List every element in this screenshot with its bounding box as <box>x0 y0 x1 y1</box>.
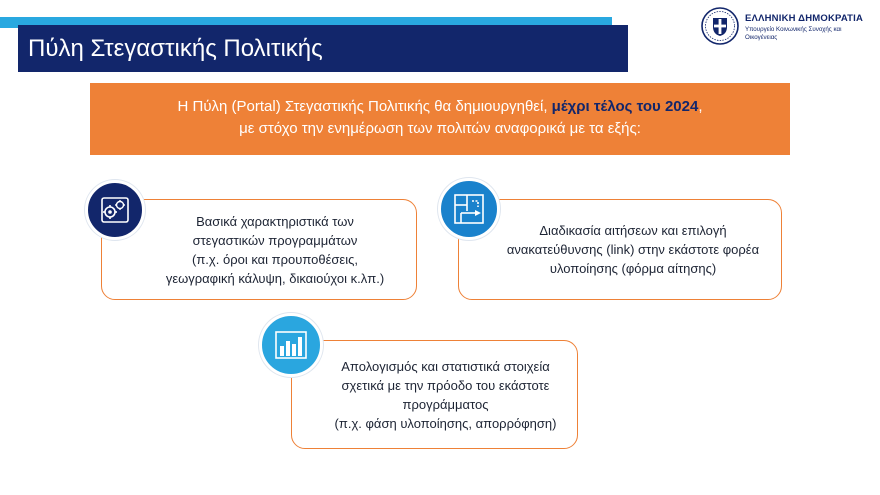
ministry-logo <box>700 6 870 46</box>
card-line: (π.χ. όροι και προυποθέσεις, <box>192 251 358 267</box>
card-line: Απολογισμός και στατιστικά στοιχεία <box>341 358 550 374</box>
gears-icon-badge <box>85 180 145 240</box>
banner-highlight: μέχρι τέλος του 2024 <box>551 98 699 115</box>
page-title-text: Πύλη Στεγαστικής Πολιτικής <box>28 35 323 62</box>
info-card-statistics <box>291 340 578 449</box>
gears-icon <box>88 183 142 237</box>
card-line: προγράμματος <box>402 396 489 412</box>
banner-text-after: , <box>698 98 703 115</box>
card-line: Διαδικασία αιτήσεων και επιλογή <box>539 223 727 238</box>
logo-org-name: ΕΛΛΗΝΙΚΗ ΔΗΜΟΚΡΑΤΙΑ <box>745 13 864 24</box>
banner-text-before: Η Πύλη (Portal) Στεγαστικής Πολιτικής θα δημιουργηθεί, <box>177 98 552 115</box>
card-line: γεωγραφική κάλυψη, δικαιούχοι κ.λπ.) <box>165 270 385 286</box>
info-card-program-features <box>101 199 417 300</box>
process-flow-icon <box>441 181 497 237</box>
logo-ministry-name: Υπουργείο Κοινωνικής Συνοχής και Οικογένειας <box>745 26 842 41</box>
greek-state-seal-icon <box>700 6 740 46</box>
bar-chart-icon-badge <box>259 313 323 377</box>
banner-line-2: με στόχο την ενημέρωση των πολιτών αναφορικά με τα εξής: <box>239 120 641 137</box>
process-flow-icon-badge <box>438 178 500 240</box>
info-card-application-process <box>458 199 782 300</box>
card-line: στεγαστικών προγραμμάτων <box>192 232 358 248</box>
card-line: (π.χ. φάση υλοποίησης, απορρόφηση) <box>334 415 557 431</box>
card-line: σχετικά με την πρόοδο του εκάστοτε <box>341 377 550 393</box>
bar-chart-icon <box>262 316 320 374</box>
card-line: Βασικά χαρακτηριστικά των <box>196 213 354 229</box>
card-line: υλοποίησης (φόρμα αίτησης) <box>549 261 717 276</box>
card-line: ανακατεύθυνσης (link) στην εκάστοτε φορέα <box>506 242 760 257</box>
banner-line-1 <box>90 96 790 118</box>
page-title <box>18 25 628 72</box>
intro-banner <box>90 83 790 155</box>
